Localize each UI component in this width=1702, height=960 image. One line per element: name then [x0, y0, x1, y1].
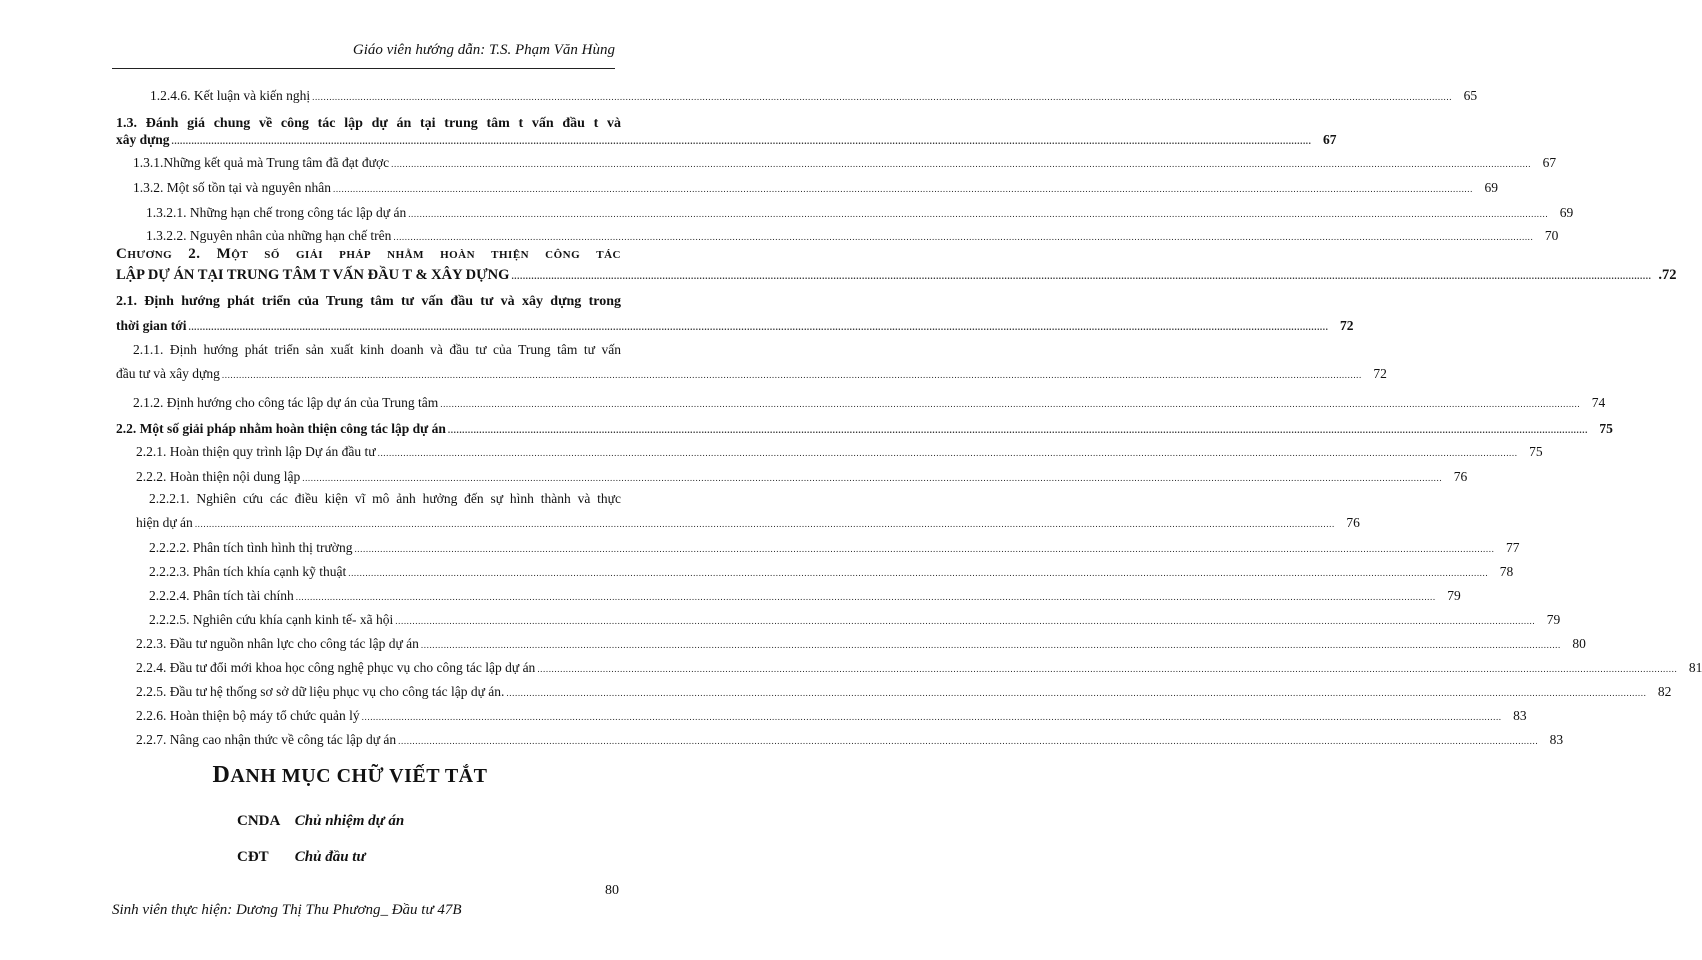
toc-entry-page: 76	[1346, 515, 1360, 530]
dot-leader: ................................................................................................................................................................................................................................................................................................................................................................................................................	[506, 688, 1647, 698]
toc-entry[interactable]	[116, 314, 1354, 334]
toc-entry[interactable]	[116, 151, 1557, 171]
dot-leader: ................................................................................................................................................................................................................................................................................................................................................................................................................	[395, 616, 1536, 626]
toc-chapter[interactable]	[116, 263, 1677, 283]
toc-entry-line[interactable]	[133, 342, 621, 358]
toc-chapter-title: Chương 2. Một số giải pháp nhằm hoàn thiện công tác	[116, 246, 621, 262]
toc-entry-page: 83	[1513, 708, 1527, 723]
toc-entry-page: .72	[1658, 267, 1677, 283]
title-rest: ANH MỤC CHỮ VIẾT TẮT	[230, 765, 488, 787]
toc-entry-page: 82	[1657, 684, 1672, 699]
toc-entry[interactable]	[116, 391, 1606, 411]
toc-entry-title: 1.3.2.1. Những hạn chế trong công tác lập dự án	[146, 205, 407, 220]
toc-entry-title: 2.2.6. Hoàn thiện bộ máy tổ chức quản lý	[136, 708, 360, 723]
toc-entry-page: 74	[1591, 395, 1606, 410]
dot-leader: ................................................................................................................................................................................................................................................................................................................................................................................................................	[295, 592, 1436, 602]
toc-entry[interactable]	[116, 511, 1360, 531]
dot-leader: ................................................................................................................................................................................................................................................................................................................................................................................................................	[391, 159, 1532, 169]
dot-leader: ................................................................................................................................................................................................................................................................................................................................................................................................................	[447, 425, 1588, 435]
dot-leader: ................................................................................................................................................................................................................................................................................................................................................................................................................	[221, 370, 1362, 380]
toc-entry-page: 65	[1463, 88, 1478, 103]
toc-entry-title: 2.2.1. Hoàn thiện quy trình lập Dự án đầu tư	[136, 444, 376, 459]
dot-leader: ................................................................................................................................................................................................................................................................................................................................................................................................................	[194, 519, 1335, 529]
toc-entry-title: xây dựng	[116, 132, 170, 147]
toc-entry-title: 2.2.2.5. Nghiên cứu khía cạnh kinh tế- xã hội	[149, 612, 394, 627]
dot-leader: ................................................................................................................................................................................................................................................................................................................................................................................................................	[440, 399, 1581, 409]
dot-leader: ................................................................................................................................................................................................................................................................................................................................................................................................................	[171, 136, 1312, 146]
toc-entry[interactable]	[116, 440, 1543, 460]
toc-entry-page: 67	[1542, 155, 1557, 170]
toc-entry-title: 1.3.2.2. Nguyên nhân của những hạn chế trên	[146, 228, 392, 243]
abbreviation-meaning: Chủ nhiệm dự án	[294, 813, 405, 829]
toc-entry-page: 75	[1529, 444, 1543, 459]
toc-entry[interactable]	[116, 632, 1586, 652]
toc-entry-title: 1.3.2. Một số tồn tại và nguyên nhân	[133, 180, 331, 195]
toc-entry[interactable]	[116, 536, 1520, 556]
dot-leader: ................................................................................................................................................................................................................................................................................................................................................................................................................	[537, 664, 1678, 674]
toc-entry-page: 83	[1549, 732, 1564, 747]
toc-entry-title: 2.1. Định hướng phát triển của Trung tâm tư vấn đầu tư và xây dựng trong	[116, 294, 621, 309]
toc-chapter-line[interactable]	[116, 246, 621, 262]
dot-leader: ................................................................................................................................................................................................................................................................................................................................................................................................................	[188, 322, 1329, 332]
toc-entry-title: 2.2.2.3. Phân tích khía cạnh kỹ thuật	[149, 564, 347, 579]
toc-entry-title: 2.2.7. Nâng cao nhận thức về công tác lập dự án	[136, 732, 397, 747]
dot-leader: ................................................................................................................................................................................................................................................................................................................................................................................................................	[420, 640, 1561, 650]
dot-leader: ................................................................................................................................................................................................................................................................................................................................................................................................................	[511, 271, 1652, 281]
abbreviation-list-title	[0, 762, 700, 789]
abbreviation-item	[237, 813, 404, 830]
toc-entry-title: Đánh giá chung về công tác lập dự án tại trung tâm t vấn đầu t và	[145, 116, 622, 131]
dot-leader: ................................................................................................................................................................................................................................................................................................................................................................................................................	[312, 92, 1453, 102]
toc-entry[interactable]	[116, 201, 1574, 221]
toc-entry-title: 2.2.3. Đầu tư nguồn nhân lực cho công tác lập dự án	[136, 636, 419, 651]
abbreviation-meaning: Chủ đầu tư	[294, 849, 366, 865]
dot-leader: ................................................................................................................................................................................................................................................................................................................................................................................................................	[377, 448, 1518, 458]
title-initial: D	[212, 762, 231, 788]
toc-entry[interactable]	[116, 584, 1461, 604]
toc-entry-title: 1.3.1.Những kết quả mà Trung tâm đã đạt được	[133, 155, 390, 170]
dot-leader: ................................................................................................................................................................................................................................................................................................................................................................................................................	[408, 209, 1549, 219]
toc-entry-title: 2.2.2.1. Nghiên cứu các điều kiện vĩ mô ảnh hưởng đến sự hình thành và thực	[149, 491, 621, 506]
page-footer: Sinh viên thực hiện: Dương Thị Thu Phương_ Đầu tư 47B	[112, 902, 462, 918]
dot-leader: ................................................................................................................................................................................................................................................................................................................................................................................................................	[332, 184, 1473, 194]
toc-entry-page: 79	[1546, 612, 1561, 627]
toc-entry-title: 2.1.2. Định hướng cho công tác lập dự án của Trung tâm	[133, 395, 439, 410]
page-number: 80	[605, 883, 619, 898]
abbreviation-item	[237, 849, 365, 866]
toc-entry-title: 2.2.4. Đầu tư đổi mới khoa học công nghệ phục vụ cho công tác lập dự án	[136, 660, 536, 675]
page-header: Giáo viên hướng dẫn: T.S. Phạm Văn Hùng	[352, 42, 615, 58]
toc-entry-line[interactable]	[116, 294, 621, 310]
toc-entry-line[interactable]	[149, 491, 621, 507]
toc-entry-page: 70	[1544, 228, 1559, 243]
toc-entry-page: 69	[1484, 180, 1498, 195]
header-rule	[112, 68, 615, 69]
toc-entry-title: 1.2.4.6. Kết luận và kiến nghị	[150, 88, 311, 103]
toc-entry[interactable]	[116, 84, 1478, 104]
toc-entry[interactable]	[116, 680, 1672, 700]
toc-entry[interactable]	[116, 417, 1613, 437]
toc-entry-page: 72	[1339, 318, 1354, 333]
toc-entry-page: 78	[1499, 564, 1514, 579]
toc-entry[interactable]	[116, 465, 1468, 485]
toc-entry[interactable]	[116, 704, 1527, 724]
toc-entry[interactable]	[116, 224, 1559, 244]
toc-entry-page: 75	[1599, 421, 1613, 436]
toc-entry-title: 2.2.2.2. Phân tích tình hình thị trường	[149, 540, 353, 555]
toc-entry-title: 2.2. Một số giải pháp nhằm hoàn thiện công tác lập dự án	[116, 421, 446, 436]
toc-entry-title: 2.2.2. Hoàn thiện nội dung lập	[136, 469, 301, 484]
dot-leader: ................................................................................................................................................................................................................................................................................................................................................................................................................	[302, 473, 1443, 483]
dot-leader: ................................................................................................................................................................................................................................................................................................................................................................................................................	[361, 712, 1502, 722]
toc-entry[interactable]	[116, 362, 1387, 382]
dot-leader: ................................................................................................................................................................................................................................................................................................................................................................................................................	[393, 232, 1534, 242]
toc-entry-title: 2.1.1. Định hướng phát triển sản xuất kinh doanh và đầu tư của Trung tâm tư vấn	[133, 342, 621, 357]
toc-entry[interactable]	[116, 728, 1564, 748]
toc-chapter-title: LẬP DỰ ÁN TẠI TRUNG TÂM T VẤN ĐẦU T & XÂY DỰNG	[116, 267, 510, 283]
toc-entry[interactable]	[116, 656, 1702, 676]
toc-entry-title: 2.2.5. Đầu tư hệ thống sơ sở dữ liệu phục vụ cho công tác lập dự án.	[136, 684, 505, 699]
toc-entry-title: 2.2.2.4. Phân tích tài chính	[149, 588, 294, 603]
abbreviation-term: CNDA	[237, 813, 281, 829]
toc-entry-page: 76	[1453, 469, 1468, 484]
toc-entry-page: 79	[1447, 588, 1461, 603]
dot-leader: ................................................................................................................................................................................................................................................................................................................................................................................................................	[348, 568, 1489, 578]
toc-entry[interactable]	[116, 128, 1337, 148]
toc-entry-page: 69	[1559, 205, 1574, 220]
toc-entry-page: 67	[1323, 132, 1337, 147]
toc-entry-page: 77	[1505, 540, 1520, 555]
toc-entry[interactable]	[116, 608, 1561, 628]
dot-leader: ................................................................................................................................................................................................................................................................................................................................................................................................................	[398, 736, 1539, 746]
toc-entry[interactable]	[116, 176, 1498, 196]
dot-leader: ................................................................................................................................................................................................................................................................................................................................................................................................................	[354, 544, 1495, 554]
toc-entry-number: 1.3.	[116, 116, 137, 131]
toc-entry[interactable]	[116, 560, 1514, 580]
toc-entry-title: thời gian tới	[116, 318, 187, 333]
toc-entry-page: 72	[1373, 366, 1387, 381]
toc-entry-title: đầu tư và xây dựng	[116, 366, 220, 381]
toc-entry-title: hiện dự án	[136, 515, 193, 530]
abbreviation-term: CĐT	[237, 849, 269, 865]
toc-entry-page: 80	[1572, 636, 1586, 651]
toc-entry-page: 81	[1688, 660, 1702, 675]
